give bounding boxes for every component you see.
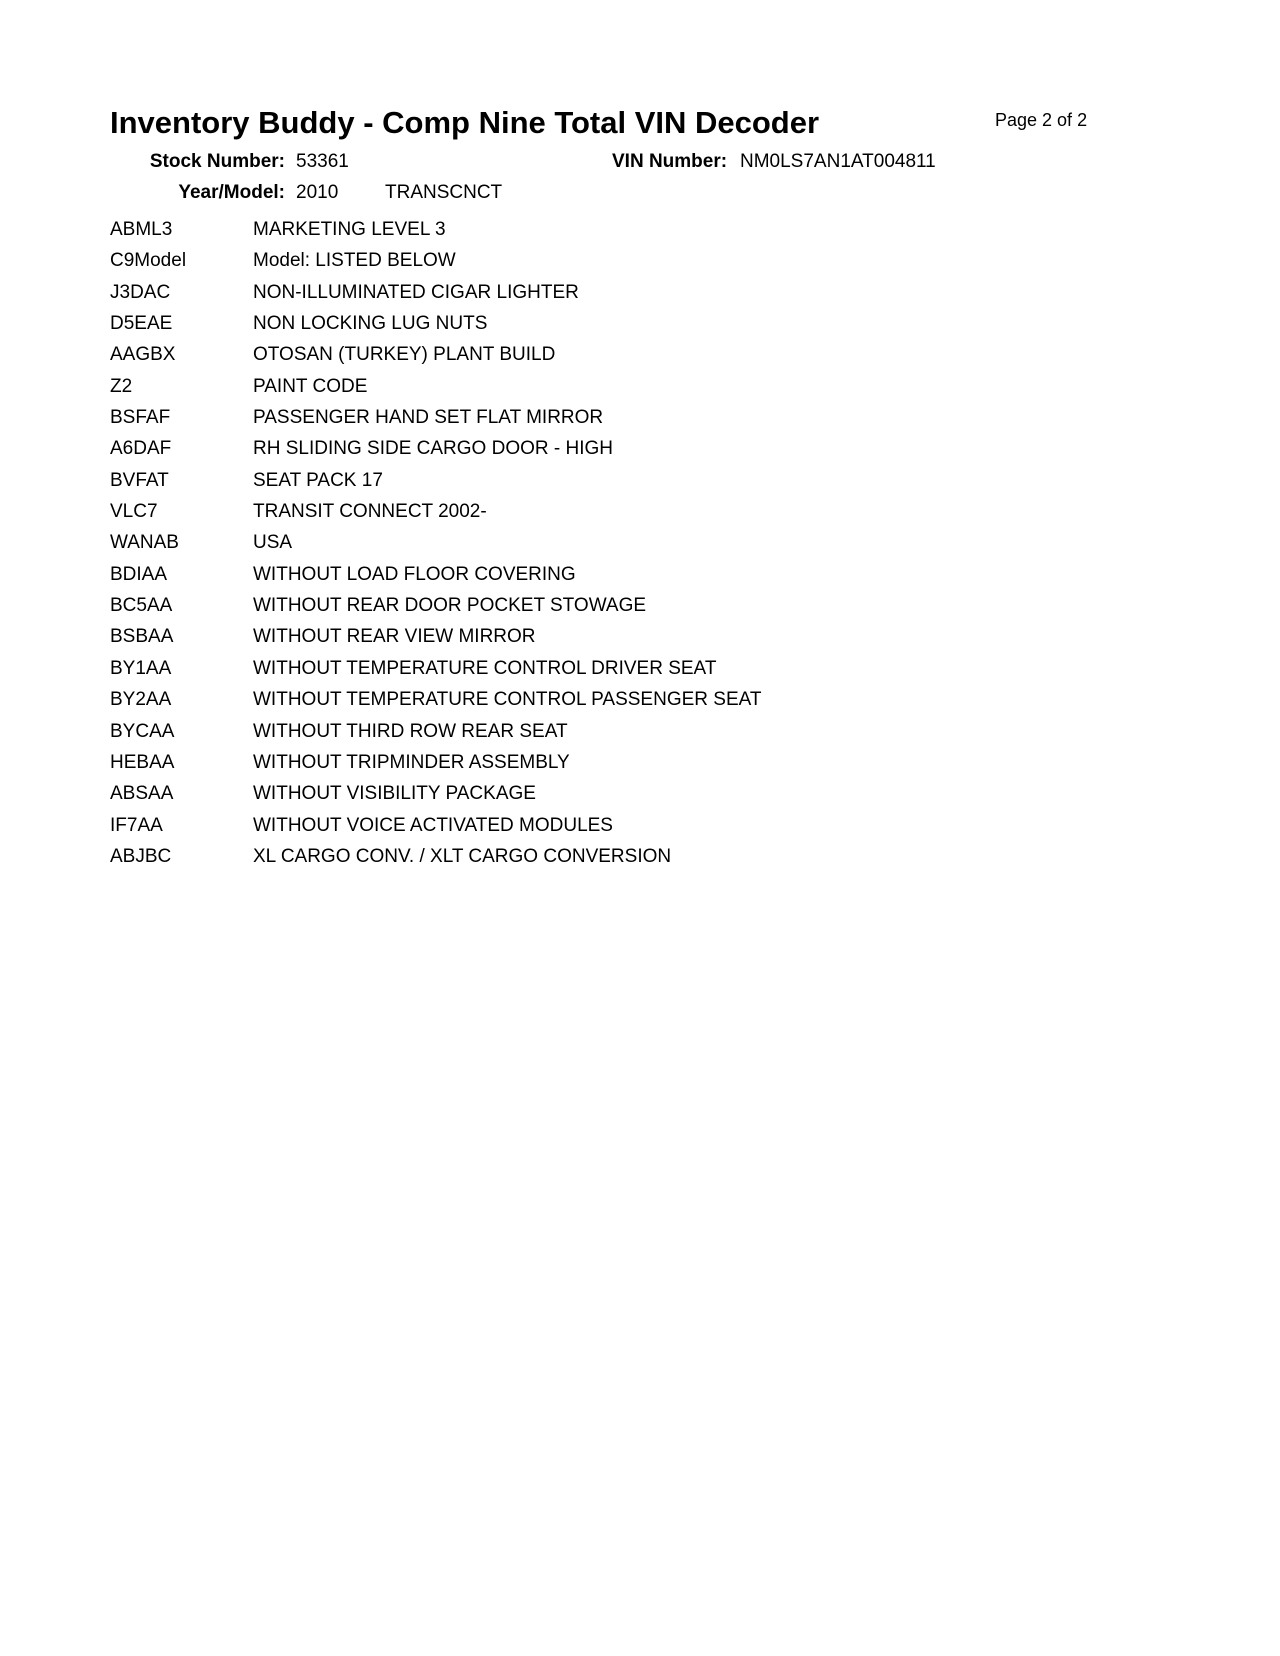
option-description: WITHOUT TEMPERATURE CONTROL DRIVER SEAT: [253, 657, 717, 679]
option-row: [110, 658, 1210, 689]
option-code: BY1AA: [110, 657, 172, 679]
option-row: [110, 564, 1210, 595]
option-row: [110, 626, 1210, 657]
option-row: [110, 438, 1210, 469]
option-description: WITHOUT VISIBILITY PACKAGE: [253, 783, 536, 805]
option-row: [110, 846, 1210, 877]
option-description: WITHOUT REAR VIEW MIRROR: [253, 626, 536, 648]
option-row: [110, 376, 1210, 407]
option-row: [110, 250, 1210, 281]
option-code: VLC7: [110, 501, 158, 523]
year-model-label: Year/Model:: [178, 182, 285, 203]
option-code: D5EAE: [110, 313, 173, 335]
option-description: TRANSIT CONNECT 2002-: [253, 501, 487, 523]
option-row: [110, 783, 1210, 814]
option-description: XL CARGO CONV. / XLT CARGO CONVERSION: [253, 845, 672, 867]
option-code: IF7AA: [110, 814, 163, 836]
option-row: [110, 721, 1210, 752]
option-code: BC5AA: [110, 595, 173, 617]
option-description: RH SLIDING SIDE CARGO DOOR - HIGH: [253, 438, 613, 460]
option-row: [110, 282, 1210, 313]
option-code: BYCAA: [110, 720, 175, 742]
option-description: WITHOUT LOAD FLOOR COVERING: [253, 563, 576, 585]
option-code: ABSAA: [110, 783, 174, 805]
option-row: [110, 344, 1210, 375]
option-row: [110, 501, 1210, 532]
option-description: WITHOUT TRIPMINDER ASSEMBLY: [253, 751, 570, 773]
page-title: Inventory Buddy - Comp Nine Total VIN Decoder: [110, 105, 820, 140]
stock-number-value: 53361: [296, 151, 349, 172]
option-description: Model: LISTED BELOW: [253, 250, 456, 272]
page-number-indicator: Page 2 of 2: [995, 110, 1088, 130]
option-code: Z2: [110, 375, 133, 397]
option-description: MARKETING LEVEL 3: [253, 219, 446, 240]
option-codes-list: [110, 219, 1210, 877]
option-row: [110, 532, 1210, 563]
option-row: [110, 689, 1210, 720]
option-code: A6DAF: [110, 438, 172, 460]
option-row: [110, 470, 1210, 501]
option-description: OTOSAN (TURKEY) PLANT BUILD: [253, 344, 556, 366]
option-row: [110, 815, 1210, 846]
option-code: HEBAA: [110, 751, 175, 773]
stock-number-label: Stock Number:: [149, 151, 285, 172]
option-description: PAINT CODE: [253, 375, 368, 397]
year-value: 2010: [296, 182, 339, 203]
vin-number-value: NM0LS7AN1AT004811: [740, 151, 936, 172]
option-code: BSFAF: [110, 407, 171, 429]
option-code: AAGBX: [110, 344, 176, 366]
option-description: NON-ILLUMINATED CIGAR LIGHTER: [253, 281, 579, 303]
model-value: TRANSCNCT: [385, 182, 503, 203]
option-code: WANAB: [110, 532, 179, 554]
option-description: USA: [253, 532, 293, 554]
option-code: BY2AA: [110, 689, 172, 711]
option-code: BSBAA: [110, 626, 174, 648]
option-description: WITHOUT VOICE ACTIVATED MODULES: [253, 814, 613, 836]
option-code: BVFAT: [110, 469, 169, 491]
option-code: J3DAC: [110, 281, 171, 303]
option-description: WITHOUT TEMPERATURE CONTROL PASSENGER SEAT: [253, 689, 762, 711]
option-code: ABJBC: [110, 845, 172, 867]
option-row: [110, 407, 1210, 438]
option-row: [110, 752, 1210, 783]
option-row: [110, 219, 1210, 250]
option-description: WITHOUT THIRD ROW REAR SEAT: [253, 720, 568, 742]
option-description: PASSENGER HAND SET FLAT MIRROR: [253, 407, 604, 429]
option-description: SEAT PACK 17: [253, 469, 383, 491]
vin-number-label: VIN Number:: [612, 151, 728, 172]
option-row: [110, 595, 1210, 626]
option-row: [110, 313, 1210, 344]
option-code: BDIAA: [110, 563, 168, 585]
option-code: ABML3: [110, 219, 173, 240]
option-code: C9Model: [110, 250, 187, 272]
option-description: WITHOUT REAR DOOR POCKET STOWAGE: [253, 595, 647, 617]
option-description: NON LOCKING LUG NUTS: [253, 313, 488, 335]
